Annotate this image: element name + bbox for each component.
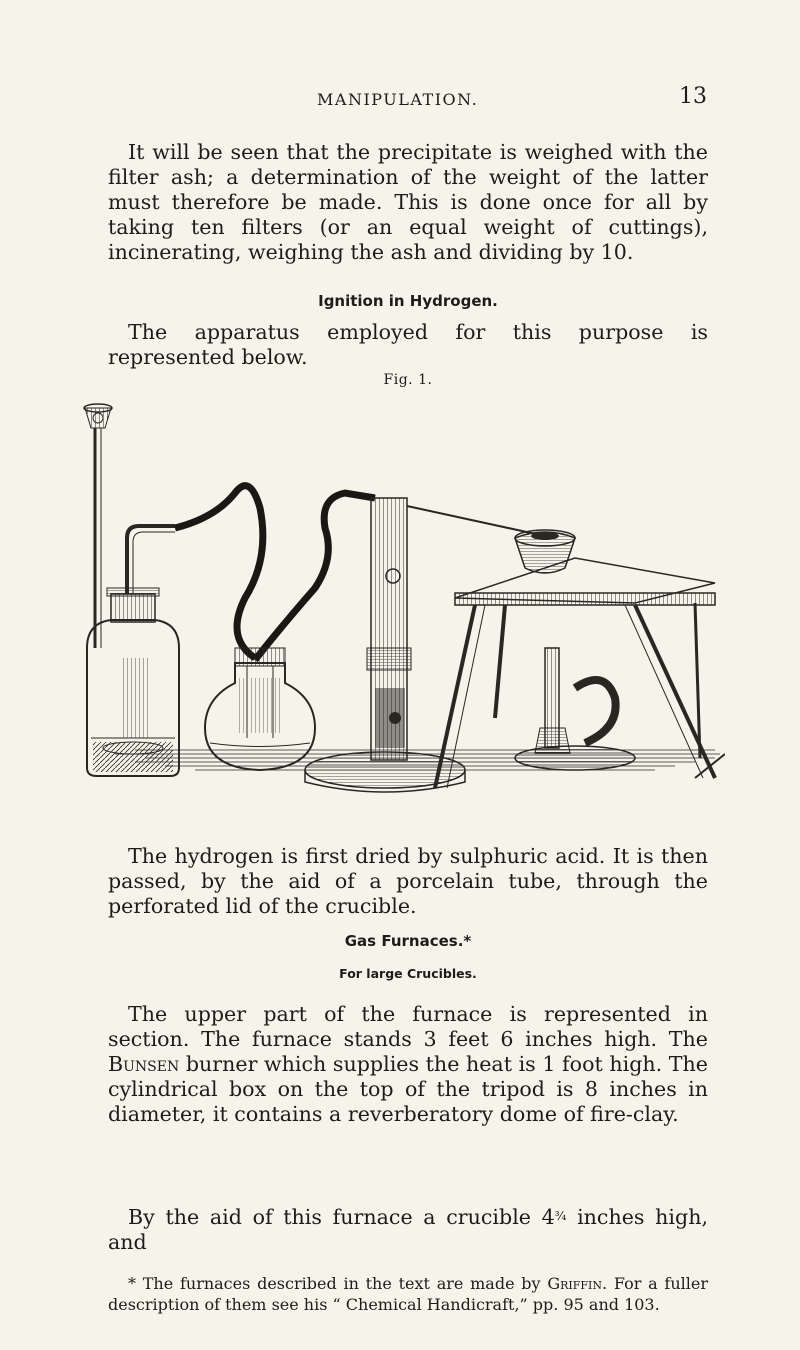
paragraph-4-text-b: burner which supplies the heat is 1 foot high. The cylindrical box on the top of the tripod is 8 inches in diameter, it contains a reverberatory dome of fire-clay. — [108, 1052, 708, 1126]
paragraph-4-text-a: The upper part of the furnace is represented in section. The furnace stands 3 feet 6 inches high. The — [108, 1002, 708, 1051]
figure-hydrogen-apparatus — [75, 398, 725, 816]
crucible — [515, 530, 575, 573]
apparatus-engraving — [75, 398, 725, 816]
fraction: ¾ — [554, 1209, 567, 1223]
paragraph-apparatus: The apparatus employed for this purpose is represented below. — [108, 320, 708, 369]
paragraph-5-text-b: inches high, and — [108, 1205, 709, 1254]
footnote-text-a: * The furnaces described in the text are made by — [128, 1274, 548, 1293]
running-head — [107, 84, 707, 114]
bunsen-burner — [515, 648, 635, 770]
name-bunsen: Bunsen — [108, 1052, 180, 1076]
paragraph-crucible-size — [108, 1204, 708, 1255]
paragraph-furnace-description — [108, 1002, 708, 1127]
footnote-text-b: . For a fuller description of them see his “ Chemical Handicraft,” pp. 95 and 103. — [108, 1274, 709, 1314]
figure-label: Fig. 1. — [383, 372, 433, 388]
paragraph-5-text-a: By the aid of this furnace a crucible 4 — [128, 1205, 555, 1229]
retort-stand — [305, 498, 545, 792]
name-griffin: Griffin — [547, 1274, 603, 1293]
paragraph-hydrogen-dried: The hydrogen is first dried by sulphuric acid. It is then passed, by the aid of a porcelain tube, through the perforated lid of the crucible. — [108, 844, 708, 918]
paragraph-filter-ash: It will be seen that the precipitate is weighed with the filter ash; a determination of the weight of the latter must therefore be made. This is done once for all by taking ten filters (or an equal weight of cuttings), incinerating, weighing the ash and dividing by 10. — [108, 140, 708, 264]
heading-gas-furnaces: Gas Furnaces.* — [344, 932, 472, 950]
running-head-title: MANIPULATION. — [317, 90, 479, 109]
footnote — [108, 1273, 708, 1315]
heading-ignition-in-hydrogen: Ignition in Hydrogen. — [318, 292, 498, 310]
page-number: 13 — [679, 84, 707, 109]
subheading-large-crucibles: For large Crucibles. — [339, 966, 477, 981]
wash-bottle-left — [84, 404, 179, 776]
drying-flask — [205, 648, 315, 770]
